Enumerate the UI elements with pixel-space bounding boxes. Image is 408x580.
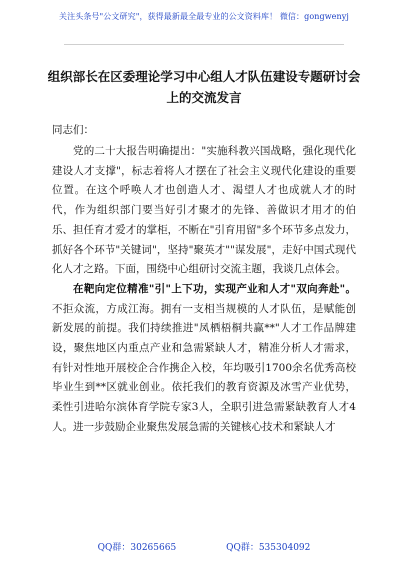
footer-qq-group-2: QQ群：535304092 [226,543,311,553]
header-banner: 关注头条号"公文研究"，获得最新最全最专业的公文资料库！ 微信：gongwenyj [59,12,349,21]
header-divider [64,44,344,45]
salutation: 同志们： [52,124,94,136]
footer [0,540,408,553]
footer-qq-group-1: QQ群：30265665 [97,543,177,553]
title-line-2: 上的交流发言 [166,90,242,105]
document-body [52,142,356,438]
paragraph-2 [52,280,356,438]
title-line-1: 组织部长在区委理论学习中心组人才队伍建设专题研讨会 [47,69,361,84]
paragraph-1: 党的二十大报告明确提出："实施科教兴国战略，强化现代化建设人才支撑"，标志着将人才摆在了社会主义现代化建设的重要位置。在这个呼唤人才也创造人才、渴望人才也成就人才的时代，作为组织部门要当好引才聚才的先锋、善做识才用才的伯乐、担任育才爱才的掌柜，不断在"引育用留"多个环节多点发力，抓好各个环节"关键词"，坚持"聚英才""谋发展"，走好中国式现代化人才之路。下面，围绕中心组研讨交流主题，我谈几点体会。 [52,145,356,276]
paragraph-2-heading: 在靶向定位精准"引"上下功，实现产业和人才"双向奔赴"。 [73,282,356,295]
document-title [40,66,368,108]
paragraph-2-text: 不拒众流，方成江海。拥有一支相当规模的人才队伍，是赋能创新发展的前提。我们持续推进"凤栖梧桐共赢**"人才工作品牌建设，聚焦地区内重点产业和急需紧缺人才，精准分析人才需求，有针对性地开展校企合作携企入校，年均吸引1700余名优秀高校毕业生到**区就业创业。依托我们的教育资源及冰雪产业优势，柔性引进哈尔滨体育学院专家3人，全职引进急需紧缺教育人才4人。进一步鼓励企业聚焦发展急需的关键核心技术和紧缺人才 [52,302,356,433]
